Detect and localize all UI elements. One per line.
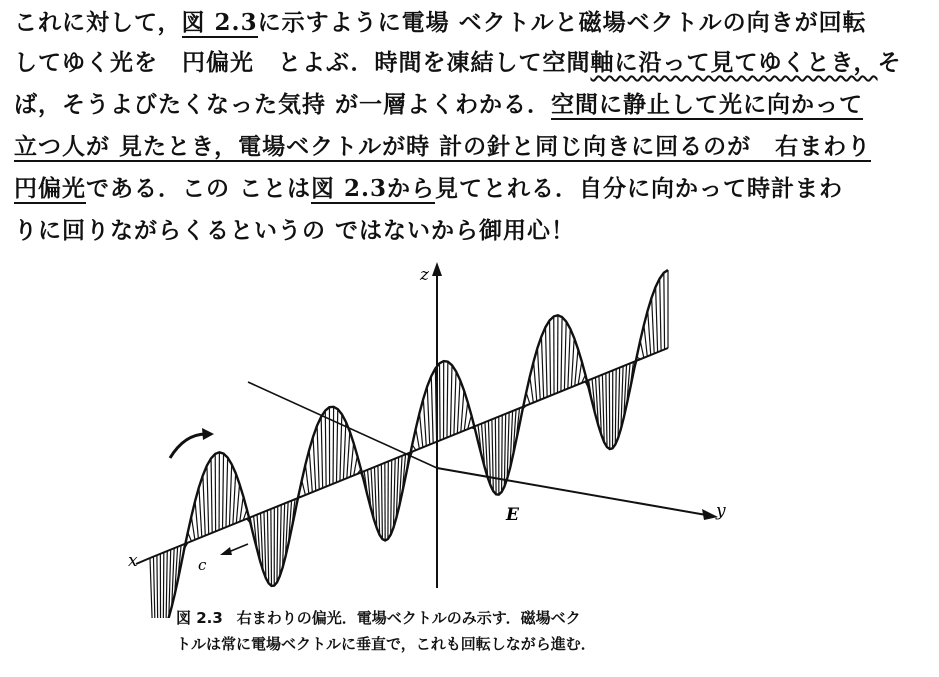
- text-segment: これに対して，: [14, 9, 182, 36]
- y-axis: [437, 468, 712, 516]
- field-vector: [450, 365, 452, 436]
- wavy-underlined-text: 軸に沿って見てゆくとき，: [590, 49, 878, 76]
- text-segment: りに回りながらくるというの ではないから御用心！: [14, 217, 576, 244]
- field-vector: [381, 464, 382, 539]
- field-vector: [461, 390, 464, 432]
- field-vector: [488, 421, 490, 486]
- field-vector: [333, 407, 334, 484]
- text-segment: とよぶ．時間を凍結して空間: [254, 49, 591, 76]
- field-vector: [313, 437, 316, 491]
- field-vector: [264, 512, 266, 578]
- field-vector: [664, 273, 665, 350]
- field-vector: [564, 322, 566, 390]
- field-vector: [325, 411, 326, 487]
- term-circular-polarization: 円偏光: [182, 49, 254, 76]
- field-vector: [447, 362, 448, 438]
- x-axis-tail: [136, 558, 150, 564]
- field-vector: [267, 510, 268, 583]
- field-vector: [644, 325, 647, 356]
- field-vector: [233, 473, 236, 524]
- field-vector: [166, 551, 167, 618]
- field-vector: [537, 348, 540, 400]
- caption-line-1: [176, 605, 796, 631]
- field-vector: [229, 464, 231, 526]
- field-vector: [378, 466, 380, 535]
- circular-polarization-figure: [0, 258, 939, 618]
- field-vector: [578, 362, 582, 385]
- field-vector: [240, 496, 244, 521]
- field-vector: [504, 414, 505, 487]
- z-axis-arrowhead: [432, 262, 442, 276]
- field-vector: [203, 475, 205, 535]
- c-arrowhead: [220, 547, 232, 555]
- text-line-6: [14, 212, 575, 250]
- text-line-3: [14, 86, 863, 124]
- field-vector: [347, 432, 350, 479]
- electric-field-label: E: [506, 505, 519, 525]
- field-vector: [223, 454, 224, 529]
- field-vector: [350, 443, 353, 477]
- field-vector: [575, 349, 578, 386]
- field-vector: [280, 505, 281, 577]
- field-vector: [615, 369, 616, 445]
- figure-reference: 図 2.3から: [311, 175, 436, 202]
- field-vector: [336, 409, 337, 482]
- field-vector: [153, 557, 155, 618]
- field-vector: [602, 375, 604, 443]
- field-vector: [321, 417, 323, 488]
- field-vector: [199, 487, 202, 537]
- field-vector: [150, 558, 152, 618]
- field-vector: [236, 484, 239, 523]
- text-segment: に示すように電場 ベクトルと磁場ベクトルの向きが回転: [257, 9, 867, 36]
- field-vector: [561, 317, 562, 391]
- field-vector: [419, 413, 422, 447]
- text-segment: そ: [877, 49, 902, 76]
- field-vector: [354, 456, 358, 476]
- rotation-arrow: [170, 434, 208, 458]
- field-vector: [492, 419, 493, 491]
- text-segment: である．この ことは: [86, 175, 312, 202]
- field-vector: [309, 450, 312, 492]
- field-vector: [427, 386, 429, 444]
- field-vector: [207, 466, 209, 535]
- field-vector: [618, 368, 620, 438]
- field-vector: [568, 329, 570, 389]
- field-vector: [271, 509, 272, 586]
- field-vector: [277, 506, 278, 582]
- field-vector: [541, 336, 543, 398]
- field-vector: [495, 418, 496, 494]
- field-vector: [157, 555, 158, 618]
- figure-reference: 図 2.3: [181, 9, 258, 36]
- text-line-2: [14, 44, 902, 82]
- underlined-text: 円偏光: [14, 175, 86, 202]
- caption-line-2: トルは常に電場ベクトルに垂直で，これも回転しながら進む．: [176, 635, 596, 653]
- underlined-text: 空間に静止して光に向かって: [551, 91, 864, 118]
- text-line-5: [14, 170, 843, 208]
- field-vector: [423, 399, 426, 446]
- x-axis-label: x: [128, 551, 138, 571]
- field-vector: [431, 376, 433, 443]
- field-vector: [191, 516, 195, 539]
- field-vector: [305, 465, 308, 494]
- helix-envelope: [152, 270, 668, 618]
- text-line-1: [14, 4, 867, 42]
- field-vector: [571, 338, 574, 387]
- y-axis-label: y: [716, 501, 726, 521]
- field-vector: [464, 402, 467, 430]
- field-vector: [652, 298, 655, 354]
- field-vector: [163, 552, 164, 618]
- text-segment: してゆく光を: [14, 49, 182, 76]
- field-vector: [530, 377, 533, 403]
- field-vector: [606, 373, 607, 447]
- field-vector: [656, 287, 658, 352]
- text-segment: ば，そうよびたくなった気持 が一層よくわかる．: [14, 91, 552, 118]
- field-vector: [534, 362, 537, 402]
- field-vector: [317, 426, 319, 490]
- field-vector: [391, 460, 392, 535]
- field-vector: [660, 279, 661, 351]
- figure-number: 図 2.3: [176, 609, 223, 627]
- field-vector: [393, 459, 395, 528]
- text-line-4: [14, 128, 871, 166]
- field-vector: [502, 415, 503, 492]
- text-segment: 見てとれる．自分に向かって時計まわ: [435, 175, 844, 202]
- field-vector: [211, 458, 212, 532]
- field-vector: [226, 458, 228, 528]
- electric-field-helix: [150, 270, 668, 618]
- underlined-text: 立つ人が 見たとき，電場ベクトルが時 計の針と同じ向きに回るのが 右まわり: [14, 133, 872, 160]
- field-vector: [195, 501, 198, 538]
- rotation-arrowhead: [202, 428, 214, 440]
- field-vector: [343, 422, 345, 480]
- x-axis: [150, 348, 668, 558]
- back-axis-line: [248, 382, 437, 468]
- field-vector: [550, 320, 551, 395]
- figure-caption: [176, 605, 796, 657]
- caption-text: 右まわりの偏光．電場ベクトルのみ示す．磁場ベク: [236, 609, 581, 627]
- field-vector: [545, 327, 547, 397]
- field-vector: [648, 310, 651, 355]
- field-vector: [440, 363, 441, 440]
- speed-label: c: [198, 556, 207, 574]
- field-vector: [457, 380, 460, 434]
- z-axis-label: z: [420, 265, 429, 285]
- field-vector: [454, 371, 456, 434]
